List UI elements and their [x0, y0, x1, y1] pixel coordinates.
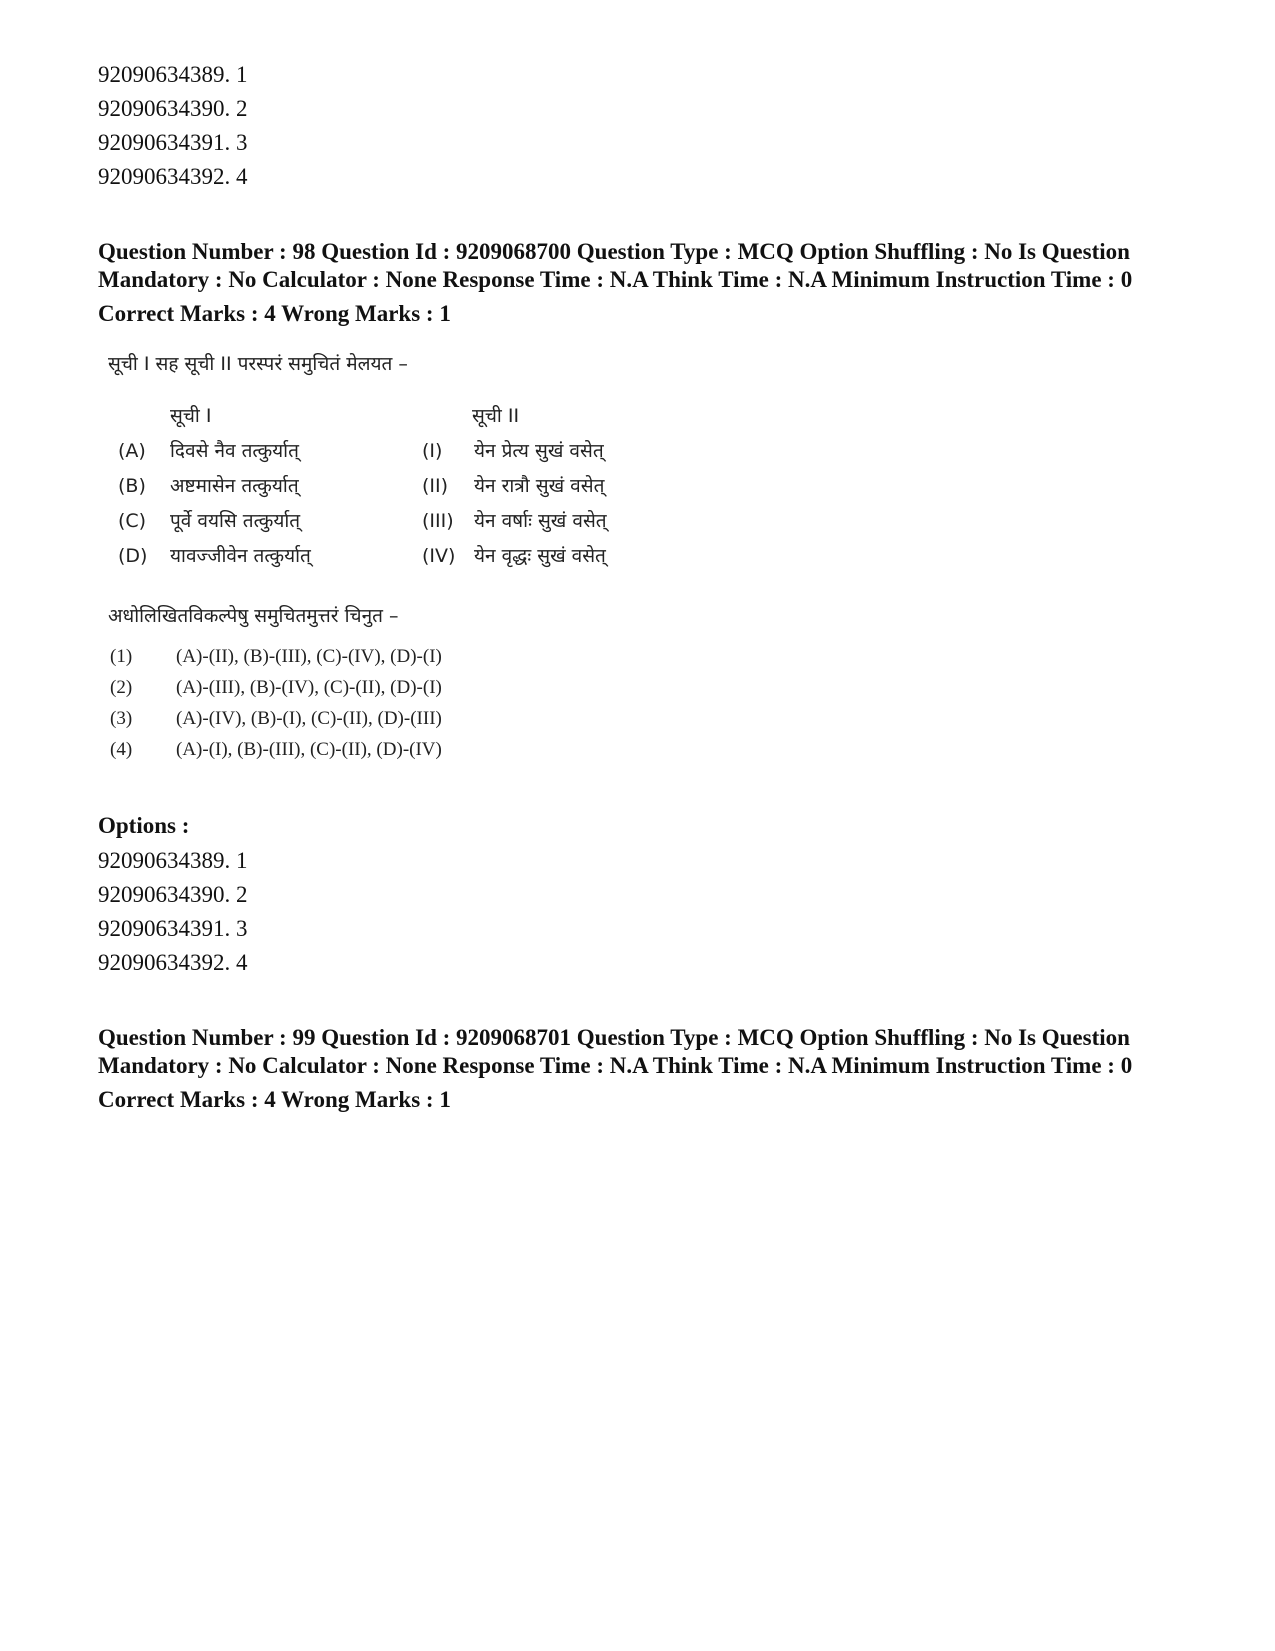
option-line: 92090634391. 3 [98, 130, 248, 155]
option-line: 92090634389. 1 [98, 848, 248, 873]
option-line: 92090634391. 3 [98, 916, 248, 941]
question-marks: Correct Marks : 4 Wrong Marks : 1 [98, 301, 451, 326]
answer-text: (A)-(I), (B)-(III), (C)-(II), (D)-(IV) [176, 739, 442, 760]
list-2-text: येन वृद्धः सुखं वसेत् [474, 545, 606, 567]
answer-choice [110, 677, 442, 699]
option-line: 92090634392. 4 [98, 950, 248, 975]
answer-text: (A)-(IV), (B)-(I), (C)-(II), (D)-(III) [176, 708, 442, 729]
options-title: Options : [98, 813, 190, 838]
option-line: 92090634389. 1 [98, 62, 248, 87]
list-1-label: (C) [118, 510, 147, 532]
answer-choice [110, 739, 442, 761]
option-line: 92090634390. 2 [98, 96, 248, 121]
list-2-text: येन प्रेत्य सुखं वसेत् [474, 440, 604, 462]
list-2-label: (IV) [422, 545, 456, 567]
list-1-label: (B) [118, 475, 146, 497]
match-row [118, 506, 607, 536]
question-99 [98, 1024, 1198, 1114]
list-1-title: सूची I [170, 405, 212, 427]
list-2-title: सूची II [472, 405, 520, 427]
question-body [98, 350, 738, 812]
question-header: Question Number : 98 Question Id : 9209068700 Question Type : MCQ Option Shuffling : No Is Question Mandatory : No Calculator : None Response Time : N.A Think Time : N.A Minimum Instruction Time : 0 [98, 239, 1133, 292]
previous-question-options [98, 58, 1198, 194]
option-line: 92090634390. 2 [98, 882, 248, 907]
question-98 [98, 238, 1198, 980]
question-header: Question Number : 99 Question Id : 9209068701 Question Type : MCQ Option Shuffling : No Is Question Mandatory : No Calculator : None Response Time : N.A Think Time : N.A Minimum Instruction Time : 0 [98, 1025, 1133, 1078]
list-2-text: येन वर्षाः सुखं वसेत् [474, 510, 607, 532]
question-instruction: सूची I सह सूची II परस्परं समुचितं मेलयत – [108, 353, 408, 375]
question-marks: Correct Marks : 4 Wrong Marks : 1 [98, 1087, 451, 1112]
option-line: 92090634392. 4 [98, 164, 248, 189]
answer-choice [110, 708, 442, 730]
list-1-label: (A) [118, 440, 146, 462]
list-1-text: यावज्जीवेन तत्कुर्यात् [170, 545, 311, 567]
list-2-label: (I) [422, 440, 443, 462]
list-1-text: दिवसे नैव तत्कुर्यात् [170, 440, 299, 462]
match-row [118, 471, 604, 501]
answer-number: (3) [110, 708, 133, 729]
answer-text: (A)-(II), (B)-(III), (C)-(IV), (D)-(I) [176, 646, 442, 667]
list-1-label: (D) [118, 545, 148, 567]
list-2-text: येन रात्रौ सुखं वसेत् [474, 475, 605, 497]
answer-number: (1) [110, 646, 133, 667]
match-row [118, 436, 604, 466]
list-1-text: अष्टमासेन तत्कुर्यात् [170, 475, 299, 497]
list-2-label: (III) [422, 510, 454, 532]
list-1-text: पूर्वे वयसि तत्कुर्यात् [170, 510, 301, 532]
match-row [118, 541, 606, 571]
answer-text: (A)-(III), (B)-(IV), (C)-(II), (D)-(I) [176, 677, 442, 698]
choose-instruction: अधोलिखितविकल्पेषु समुचितमुत्तरं चिनुत – [108, 605, 399, 627]
answer-choice [110, 646, 442, 668]
list-2-label: (II) [422, 475, 449, 497]
answer-number: (2) [110, 677, 133, 698]
answer-number: (4) [110, 739, 133, 760]
document-page [98, 58, 1198, 1114]
